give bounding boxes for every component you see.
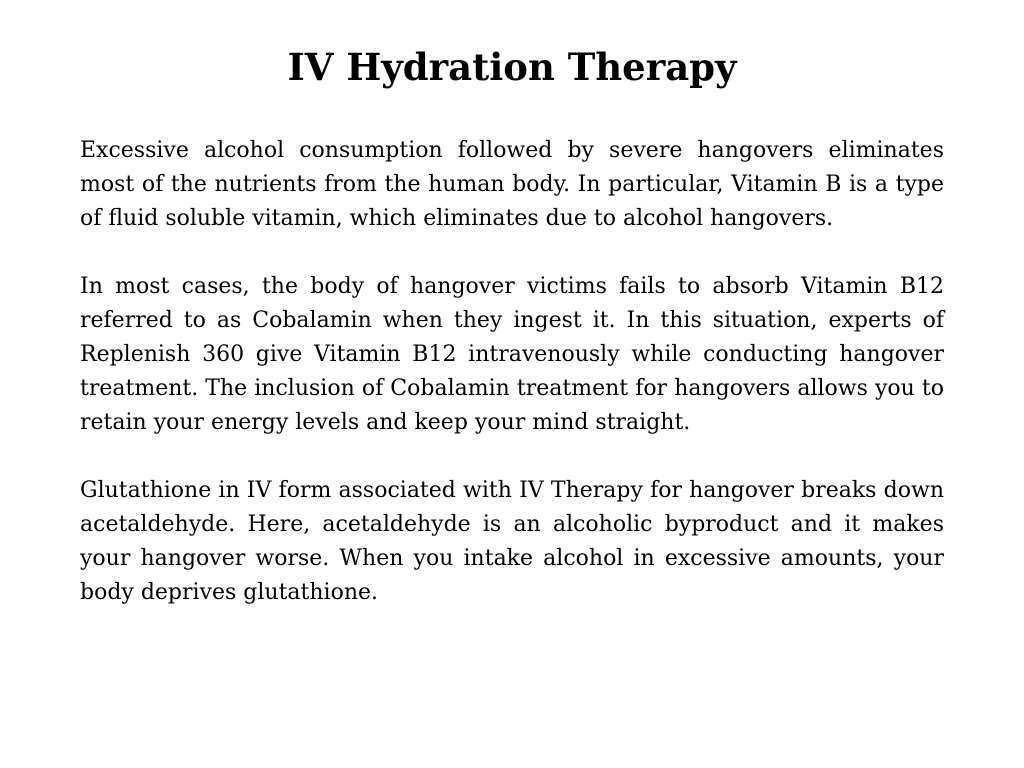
paragraph-cobalamin: In most cases, the body of hangover victims fails to absorb Vitamin B12 referred to as Cobalamin when they ingest it. In this situation, experts of Replenish 360 give Vitamin B12 intravenously while conducting hangover treatment. The inclusion of Cobalamin treatment for hangovers allows you to retain your energy levels and keep your mind straight. [80, 274, 944, 435]
paragraph-glutathione: Glutathione in IV form associated with IV Therapy for hangover breaks down acetaldehyde. Here, acetaldehyde is an alcoholic byproduct and it makes your hangover worse. When you intake alcohol in excessive amounts, your body deprives glutathione. [80, 478, 944, 605]
slide-title: IV Hydration Therapy [287, 45, 737, 89]
paragraph-vitamin-b: Excessive alcohol consumption followed by severe hangovers eliminates most of the nutrients from the human body. In particular, Vitamin B is a type of fluid soluble vitamin, which eliminates due to alcohol hangovers. [80, 138, 944, 231]
slide-body [80, 134, 944, 610]
